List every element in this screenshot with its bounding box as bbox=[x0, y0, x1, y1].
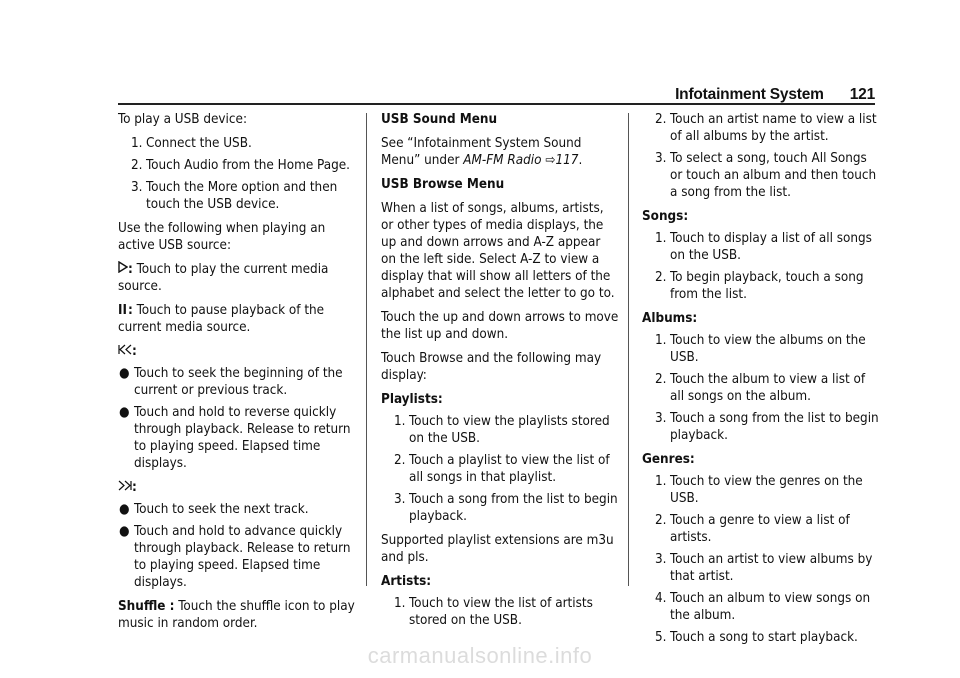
column-3 bbox=[642, 111, 880, 653]
column-divider bbox=[366, 113, 367, 586]
albums-heading: Albums: bbox=[642, 311, 698, 326]
genres-heading: Genres: bbox=[642, 452, 695, 467]
use-following-text: Use the following when playing an active USB source: bbox=[118, 221, 326, 253]
bullet-icon: ● bbox=[119, 366, 130, 381]
list-item: 2. Touch a genre to view a list of artists. bbox=[655, 513, 850, 545]
page-reference-icon: ⇨ bbox=[545, 153, 556, 168]
list-item: 2. To begin playback, touch a song from the list. bbox=[655, 270, 864, 302]
list-item: 1. Touch to view the genres on the USB. bbox=[655, 474, 863, 506]
usb-steps bbox=[118, 135, 356, 213]
shuffle-label: Shuffle : bbox=[118, 599, 175, 614]
artists-heading: Artists: bbox=[381, 574, 432, 589]
list-item: 3. Touch a song from the list to begin playback. bbox=[655, 411, 879, 443]
page-reference[interactable]: 117 bbox=[555, 153, 579, 168]
pause-icon: II bbox=[118, 303, 127, 318]
next-track-heading: : bbox=[118, 479, 356, 496]
usb-browse-menu-heading: USB Browse Menu bbox=[381, 177, 505, 192]
usb-sound-menu-heading: USB Sound Menu bbox=[381, 112, 498, 127]
next-track-icon bbox=[118, 479, 132, 496]
list-item: 3. To select a song, touch All Songs or touch an album and then touch a song from the list. bbox=[655, 151, 877, 200]
usb-intro: To play a USB device: bbox=[118, 112, 248, 127]
list-item: 4. Touch an album to view songs on the album. bbox=[655, 591, 871, 623]
browse-display-text: Touch Browse and the following may display: bbox=[381, 351, 602, 383]
list-item: 2. Touch an artist name to view a list of all albums by the artist. bbox=[655, 112, 877, 144]
list-item: ● Touch to seek the next track. bbox=[119, 502, 309, 517]
artists-steps bbox=[381, 595, 619, 629]
next-track-bullets bbox=[118, 501, 356, 591]
albums-steps bbox=[642, 332, 880, 444]
arrows-text: Touch the up and down arrows to move the list up and down. bbox=[381, 310, 619, 342]
sound-menu-text: See “Infotainment System Sound Menu” under AM-FM Radio ⇨117. bbox=[381, 136, 583, 168]
bullet-icon: ● bbox=[119, 524, 130, 539]
playlists-steps bbox=[381, 413, 619, 525]
previous-track-icon bbox=[118, 343, 132, 360]
list-item: ● Touch and hold to advance quickly through playback. Release to return to playing speed. Elapsed time displays. bbox=[119, 524, 351, 590]
list-item: 1. Touch to view the playlists stored on the USB. bbox=[394, 414, 610, 446]
column-divider bbox=[628, 113, 629, 586]
list-item: ● Touch to seek the beginning of the current or previous track. bbox=[119, 366, 343, 398]
shuffle-description: Shuffle : Touch the shuffle icon to play music in random order. bbox=[118, 599, 355, 631]
list-item: ● Touch and hold to reverse quickly through playback. Release to return to playing speed. Elapsed time displays. bbox=[119, 405, 351, 471]
list-item: 5. Touch a song to start playback. bbox=[655, 630, 858, 645]
watermark: carmanualsonline.info bbox=[367, 643, 593, 668]
pause-description: II: Touch to pause playback of the current media source. bbox=[118, 303, 325, 335]
playlist-extensions-text: Supported playlist extensions are m3u and pls. bbox=[381, 533, 614, 565]
page-header bbox=[675, 86, 875, 103]
previous-track-heading: : bbox=[118, 343, 356, 360]
songs-steps bbox=[642, 230, 880, 303]
songs-heading: Songs: bbox=[642, 209, 689, 224]
page-number: 121 bbox=[849, 86, 875, 103]
am-fm-radio-link[interactable]: AM-FM Radio bbox=[463, 153, 542, 168]
column-1 bbox=[118, 111, 356, 639]
list-item: 2. Touch the album to view a list of all songs on the album. bbox=[655, 372, 866, 404]
play-icon bbox=[118, 261, 128, 278]
list-item: 3. Touch an artist to view albums by that artist. bbox=[655, 552, 873, 584]
list-item: 1. Touch to view the list of artists stored on the USB. bbox=[394, 596, 593, 628]
list-item: 1. Connect the USB. bbox=[131, 136, 252, 151]
playlists-heading: Playlists: bbox=[381, 392, 443, 407]
previous-track-bullets bbox=[118, 365, 356, 472]
header-rule bbox=[118, 103, 875, 105]
play-description: : Touch to play the current media source. bbox=[118, 262, 329, 294]
list-item: 3. Touch the More option and then touch the USB device. bbox=[131, 180, 338, 212]
list-item: 1. Touch to view the albums on the USB. bbox=[655, 333, 866, 365]
column-2 bbox=[381, 111, 619, 636]
list-item: 3. Touch a song from the list to begin playback. bbox=[394, 492, 618, 524]
header-title: Infotainment System bbox=[675, 86, 824, 103]
list-item: 2. Touch Audio from the Home Page. bbox=[131, 158, 350, 173]
artists-steps-continued bbox=[642, 111, 880, 201]
browse-text: When a list of songs, albums, artists, or other types of media displays, the up and down arrows and A-Z appear on the left side. Select A-Z to view a display that will show all letters of the alphabet and select the letter to go to. bbox=[381, 201, 615, 301]
bullet-icon: ● bbox=[119, 405, 130, 420]
list-item: 2. Touch a playlist to view the list of all songs in that playlist. bbox=[394, 453, 610, 485]
bullet-icon: ● bbox=[119, 502, 130, 517]
list-item: 1. Touch to display a list of all songs on the USB. bbox=[655, 231, 872, 263]
genres-steps bbox=[642, 473, 880, 646]
